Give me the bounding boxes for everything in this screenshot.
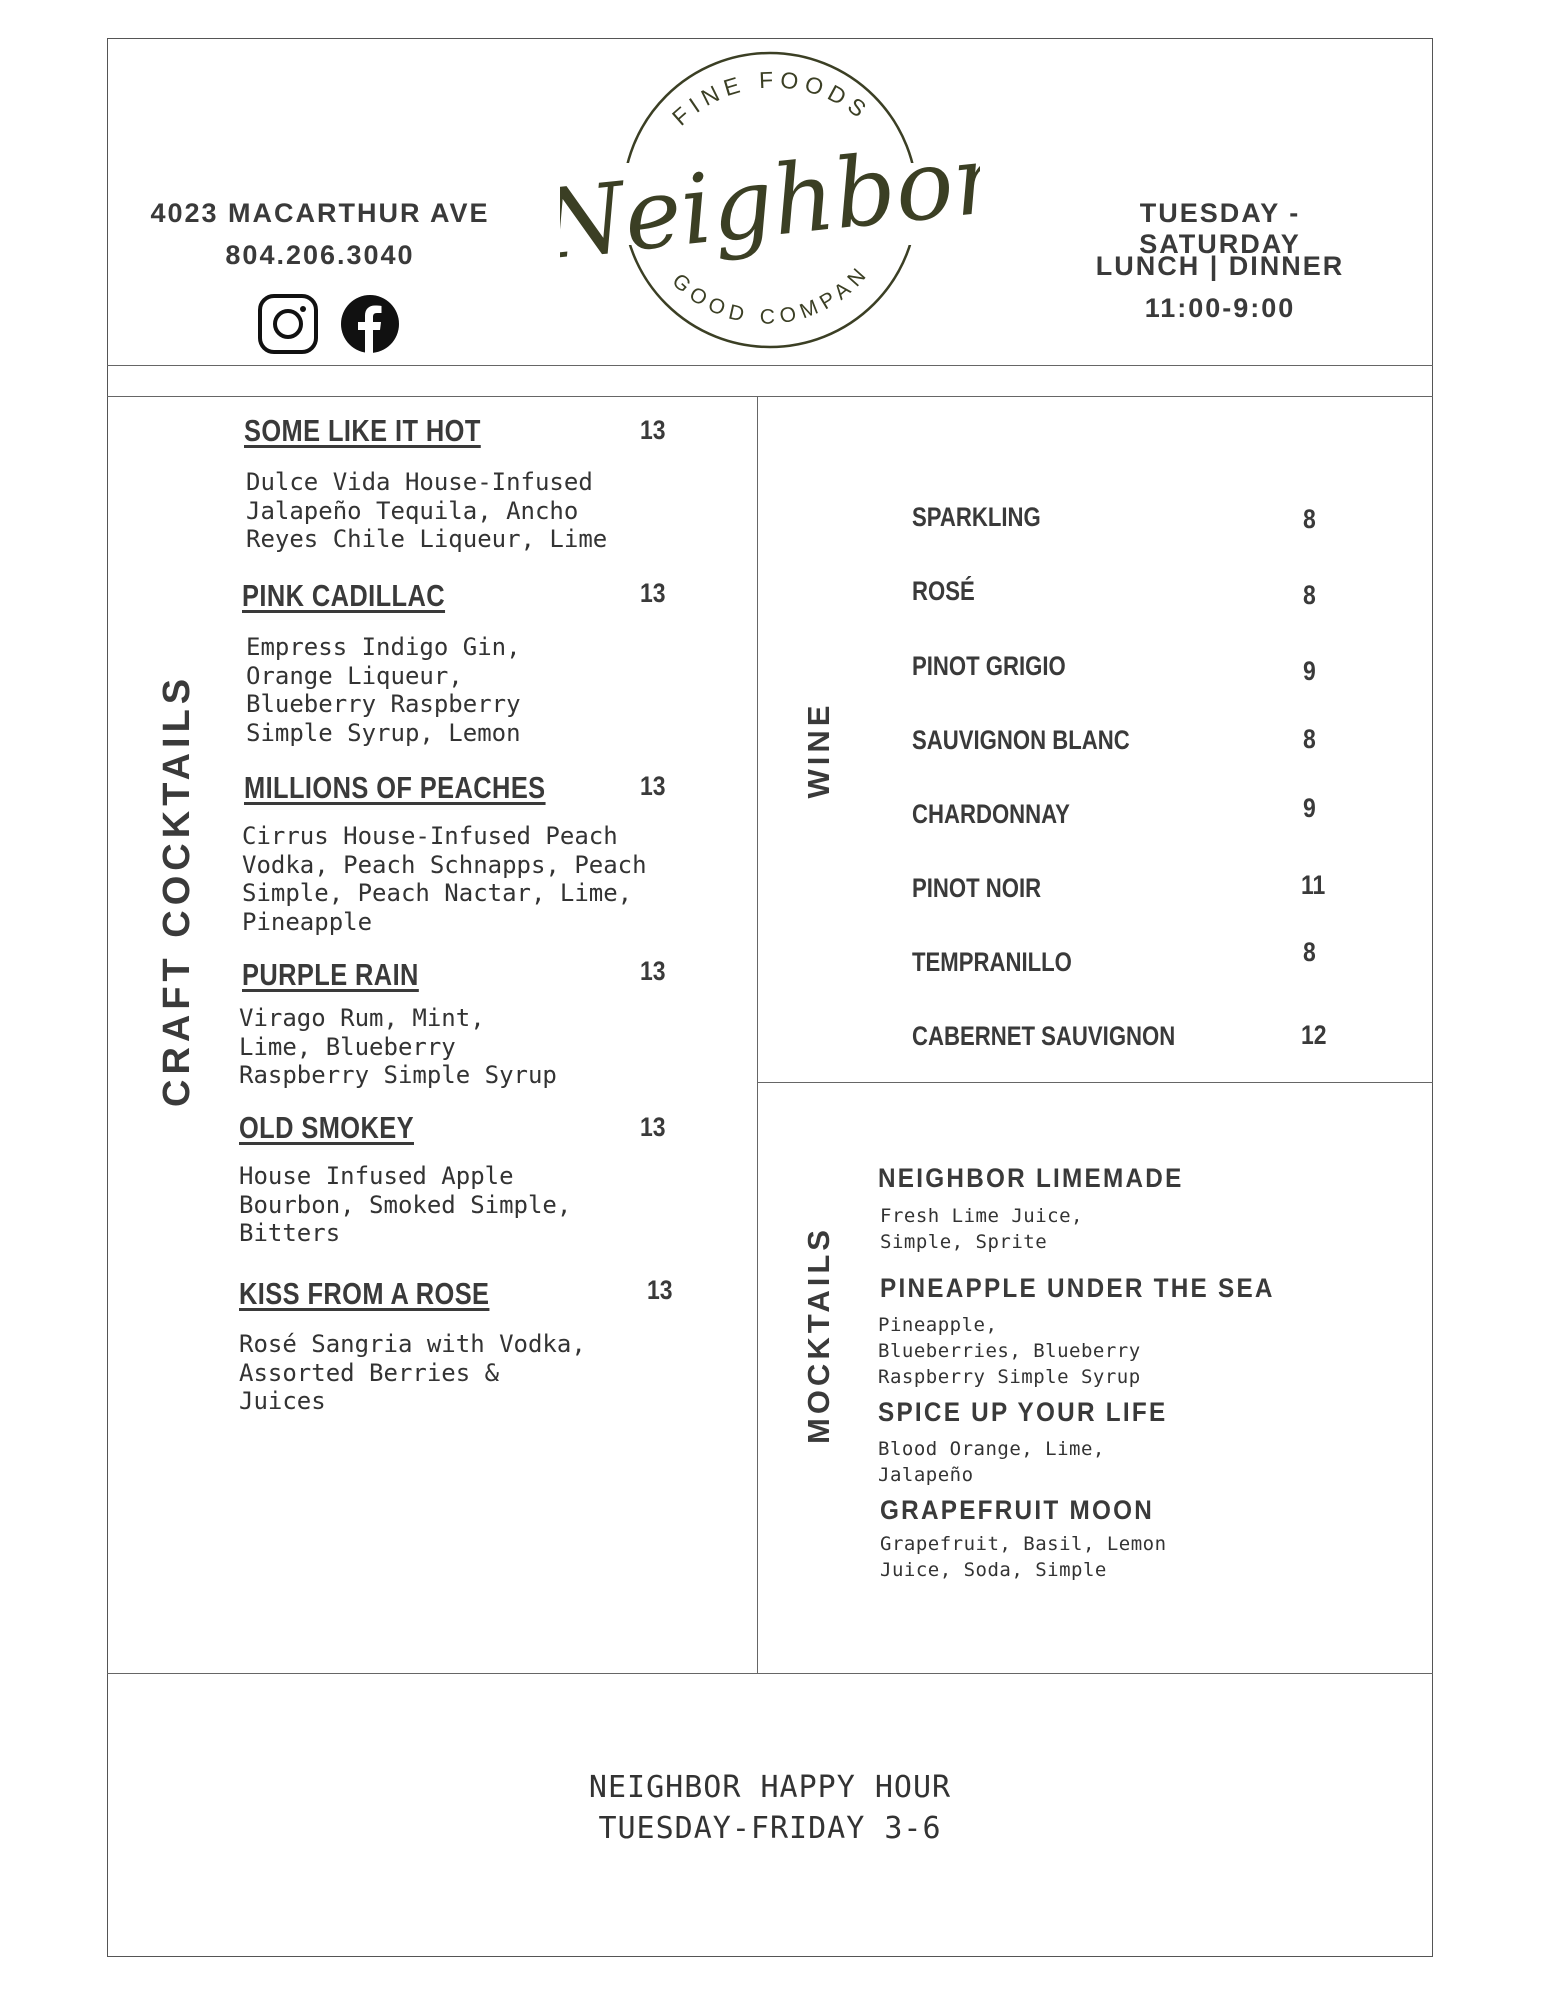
wine-name: ROSÉ — [912, 576, 975, 606]
opening-hours: 11:00-9:00 — [1144, 293, 1296, 323]
cocktail-price: 13 — [640, 415, 666, 445]
happy-hour-title: NEIGHBOR HAPPY HOUR — [588, 1770, 952, 1805]
wine-name: CABERNET SAUVIGNON — [912, 1021, 1176, 1051]
footer-divider — [107, 1673, 1433, 1674]
cocktail-description: Empress Indigo Gin, Orange Liqueur, Blueberry Raspberry Simple Syrup, Lemon — [246, 633, 521, 747]
instagram-icon[interactable] — [257, 293, 319, 355]
cocktail-description: Cirrus House-Infused Peach Vodka, Peach Schnapps, Peach Simple, Peach Nactar, Lime, Pineapple — [242, 822, 647, 936]
cocktail-name: SOME LIKE IT HOT — [244, 413, 481, 448]
wine-name: SPARKLING — [912, 502, 1041, 532]
mocktail-name: NEIGHBOR LIMEMADE — [878, 1163, 1184, 1193]
logo-bottom-text: GOOD COMPAN — [667, 260, 875, 329]
cocktail-price: 13 — [640, 578, 666, 608]
cocktail-price: 13 — [640, 956, 666, 986]
logo-top-text: FINE FOODS — [666, 66, 876, 131]
mocktail-name: SPICE UP YOUR LIFE — [878, 1397, 1168, 1427]
address: 4023 MACARTHUR AVE — [150, 198, 490, 228]
svg-text:FINE FOODS — [667, 66, 876, 130]
mocktail-name: GRAPEFRUIT MOON — [880, 1495, 1155, 1525]
mocktail-description: Grapefruit, Basil, Lemon Juice, Soda, Simple — [880, 1533, 1167, 1581]
wine-price: 9 — [1303, 656, 1316, 686]
neighbor-logo — [560, 45, 980, 355]
wine-mocktail-divider — [757, 1082, 1433, 1083]
mocktail-description: Fresh Lime Juice, Simple, Sprite — [880, 1205, 1083, 1253]
cocktail-description: Virago Rum, Mint, Lime, Blueberry Raspberry Simple Syrup — [239, 1004, 557, 1089]
cocktail-description: Dulce Vida House-Infused Jalapeño Tequila, Ancho Reyes Chile Liqueur, Lime — [246, 468, 608, 553]
cocktail-price: 13 — [640, 771, 666, 801]
cocktail-name: KISS FROM A ROSE — [239, 1276, 490, 1311]
phone-number: 804.206.3040 — [225, 240, 415, 270]
open-days: TUESDAY - SATURDAY — [1139, 198, 1301, 259]
wine-price: 8 — [1303, 580, 1316, 610]
wine-price: 9 — [1303, 793, 1316, 823]
craft-cocktails-title: CRAFT COCKTAILS — [156, 673, 198, 1107]
mocktails-title: MOCKTAILS — [801, 1226, 836, 1444]
wine-price: 8 — [1303, 724, 1316, 754]
cocktail-name: PINK CADILLAC — [242, 578, 446, 613]
wine-title: WINE — [801, 701, 836, 799]
cocktail-name: MILLIONS OF PEACHES — [244, 770, 546, 805]
wine-name: SAUVIGNON BLANC — [912, 725, 1130, 755]
mocktail-name: PINEAPPLE UNDER THE SEA — [880, 1273, 1275, 1303]
wine-price: 8 — [1303, 937, 1316, 967]
happy-hour-schedule: TUESDAY-FRIDAY 3-6 — [598, 1811, 942, 1846]
cocktail-description: Rosé Sangria with Vodka, Assorted Berries & Juices — [239, 1330, 586, 1415]
facebook-icon[interactable] — [339, 293, 401, 355]
mocktail-description: Pineapple, Blueberries, Blueberry Raspberry Simple Syrup — [878, 1314, 1141, 1388]
cocktail-price: 13 — [640, 1112, 666, 1142]
wine-name: CHARDONNAY — [912, 799, 1070, 829]
header-divider — [107, 365, 1433, 366]
wine-price: 12 — [1301, 1020, 1327, 1050]
mocktail-description: Blood Orange, Lime, Jalapeño — [878, 1438, 1105, 1486]
cocktail-name: PURPLE RAIN — [242, 957, 419, 992]
wine-name: PINOT NOIR — [912, 873, 1042, 903]
wine-price: 11 — [1301, 870, 1326, 900]
cocktail-name: OLD SMOKEY — [239, 1110, 414, 1145]
wine-name: PINOT GRIGIO — [912, 651, 1066, 681]
column-divider — [757, 396, 758, 1673]
cocktail-description: House Infused Apple Bourbon, Smoked Simple, Bitters — [239, 1162, 572, 1247]
meal-service: LUNCH | DINNER — [1095, 251, 1345, 281]
wine-price: 8 — [1303, 504, 1316, 534]
header-divider-lower — [107, 396, 1433, 397]
cocktail-price: 13 — [647, 1275, 673, 1305]
logo-wordmark: Neighbor — [560, 122, 980, 282]
wine-name: TEMPRANILLO — [912, 947, 1072, 977]
